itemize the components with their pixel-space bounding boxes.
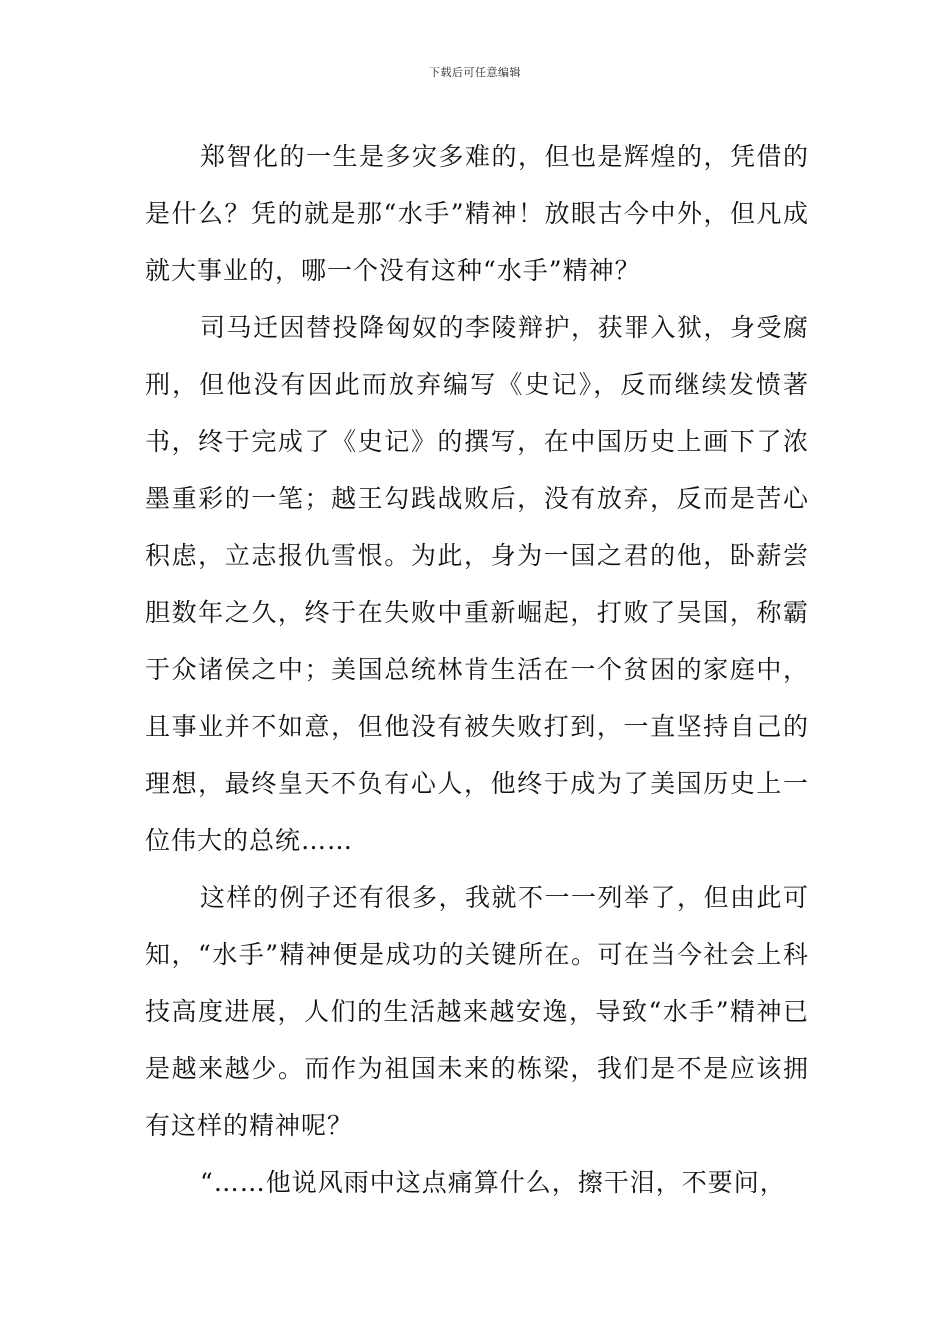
- paragraph-zheng-zhihua: 郑智化的一生是多灾多难的，但也是辉煌的，凭借的是什么？凭的就是那“水手”精神！放眼古今中外，但凡成就大事业的，哪一个没有这种“水手”精神？: [145, 142, 809, 285]
- paragraph-historical-examples: 司马迁因替投降匈奴的李陵辩护，获罪入狱，身受腐刑，但他没有因此而放弃编写《史记》，反而继续发愤著书，终于完成了《史记》的撰写，在中国历史上画下了浓墨重彩的一笔；越王勾践战败后，没有放弃，反而是苦心积虑，立志报仇雪恨。为此，身为一国之君的他，卧薪尝胆数年之久，终于在失败中重新崛起，打败了吴国，称霸于众诸侯之中；美国总统林肯生活在一个贫困的家庭中，且事业并不如意，但他没有被失败打到，一直坚持自己的理想，最终皇天不负有心人，他终于成为了美国历史上一位伟大的总统……: [145, 313, 809, 855]
- paragraph-song-quote: “……他说风雨中这点痛算什么，擦干泪，不要问，: [200, 1168, 786, 1197]
- paragraph-sailor-spirit: 这样的例子还有很多，我就不一一列举了，但由此可知，“水手”精神便是成功的关键所在。可在当今社会上科技高度进展，人们的生活越来越安逸，导致“水手”精神已是越来越少。而作为祖国未来的栋梁，我们是不是应该拥有这样的精神呢？: [145, 883, 809, 1140]
- document-body: [145, 128, 809, 1211]
- page-header: 下载后可任意编辑: [429, 66, 521, 79]
